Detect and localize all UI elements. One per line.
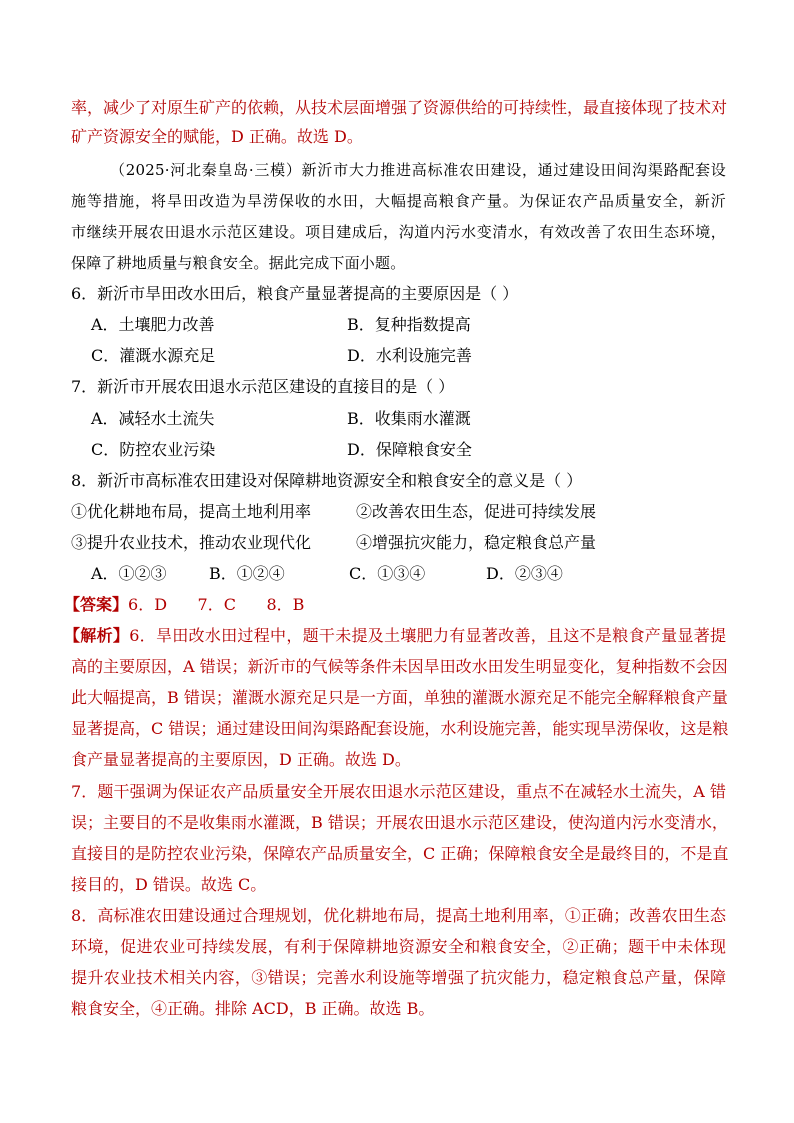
question-8-statement-1: ①优化耕地布局，提高土地利用率 — [71, 502, 312, 521]
question-8-statement-2: ②改善农田生态，促进可持续发展 — [356, 502, 597, 521]
intro-line-1: （2025·河北秦皇岛·三模）新沂市大力推进高标准农田建设，通过建设田间沟渠路配套设 — [110, 161, 726, 179]
answer-line — [64, 595, 719, 615]
question-7-option-d: D．保障粮食安全 — [347, 440, 472, 459]
question-7-stem: 7．新沂市开展农田退水示范区建设的直接目的是（ ） — [71, 377, 455, 396]
question-8-option-b: B．①②④ — [209, 564, 285, 583]
analysis-8-line-1: 8．高标准农田建设通过合理规划，优化耕地布局，提高土地利用率，①正确；改善农田生态 — [71, 906, 726, 925]
question-7-option-b: B．收集雨水灌溉 — [347, 409, 471, 428]
intro-line-4: 保障了耕地质量与粮食安全。据此完成下面小题。 — [71, 254, 406, 272]
analysis-8-line-4: 粮食安全，④正确。排除 ACD，B 正确。故选 B。 — [71, 999, 435, 1018]
analysis-8-line-3: 提升农业技术相关内容，③错误；完善水利设施等增强了抗灾能力，稳定粮食总产量，保障 — [71, 968, 726, 987]
question-6-stem: 6．新沂市旱田改水田后，粮食产量显著提高的主要原因是（ ） — [71, 284, 519, 303]
analysis-6-line-4: 显著提高，C 错误；通过建设田间沟渠路配套设施，水利设施完善，能实现旱涝保收，这是粮 — [71, 719, 729, 738]
answer-label: 【答案】 — [64, 595, 129, 614]
intro-line-2: 施等措施，将旱田改造为旱涝保收的水田，大幅提高粮食产量。为保证农产品质量安全，新沂 — [71, 192, 726, 210]
question-7-option-c: C．防控农业污染 — [91, 440, 216, 459]
analysis-6-line-1 — [64, 626, 726, 646]
question-8-option-d: D．②③④ — [486, 564, 563, 583]
question-6-option-b: B．复种指数提高 — [347, 315, 471, 334]
analysis-7-line-1: 7．题干强调为保证农产品质量安全开展农田退水示范区建设，重点不在减轻水土流失，A 错 — [71, 782, 726, 801]
question-8-stem: 8．新沂市高标准农田建设对保障耕地资源安全和粮食安全的意义是（ ） — [71, 471, 583, 490]
analysis-6-line-2: 高的主要原因，A 错误；新沂市的气候等条件未因旱田改水田发生明显变化，复种指数不会因 — [71, 657, 728, 676]
question-6-option-a: A．土壤肥力改善 — [91, 315, 215, 334]
analysis-7-line-4: 接目的，D 错误。故选 C。 — [71, 875, 267, 894]
question-6-option-d: D．水利设施完善 — [347, 346, 472, 365]
analysis-7-line-3: 直接目的是防控农业污染，保障农产品质量安全，C 正确；保障粮食安全是最终目的，不是直 — [71, 844, 729, 863]
question-8-statement-3: ③提升农业技术，推动农业现代化 — [71, 533, 312, 552]
intro-line-3: 市继续开展农田退水示范区建设。项目建成后，沟道内污水变清水，有效改善了农田生态环境， — [71, 223, 726, 241]
question-8-statement-4: ④增强抗灾能力，稳定粮食总产量 — [356, 533, 597, 552]
analysis-label: 【解析】 — [64, 626, 130, 645]
analysis-6-text-1: 6．旱田改水田过程中，题干未提及土壤肥力有显著改善，且这不是粮食产量显著提 — [129, 626, 726, 645]
answer-text: 6．D 7．C 8．B — [128, 595, 305, 614]
prev-answer-line-2: 矿产资源安全的赋能，D 正确。故选 D。 — [71, 127, 363, 146]
question-6-option-c: C．灌溉水源充足 — [91, 346, 216, 365]
question-7-option-a: A．减轻水土流失 — [91, 409, 215, 428]
analysis-6-line-3: 此大幅提高，B 错误；灌溉水源充足只是一方面，单独的灌溉水源充足不能完全解释粮食产量 — [71, 688, 728, 707]
question-8-option-a: A．①②③ — [91, 564, 167, 583]
analysis-8-line-2: 环境，促进农业可持续发展，有利于保障耕地资源安全和粮食安全，②正确；题干中未体现 — [71, 937, 726, 956]
analysis-7-line-2: 误；主要目的不是收集雨水灌溉，B 错误；开展农田退水示范区建设，使沟道内污水变清水， — [71, 813, 728, 832]
question-8-option-c: C．①③④ — [349, 564, 426, 583]
analysis-6-line-5: 食产量显著提高的主要原因，D 正确。故选 D。 — [71, 750, 411, 769]
prev-answer-line-1: 率，减少了对原生矿产的依赖，从技术层面增强了资源供给的可持续性，最直接体现了技术对 — [71, 98, 728, 117]
